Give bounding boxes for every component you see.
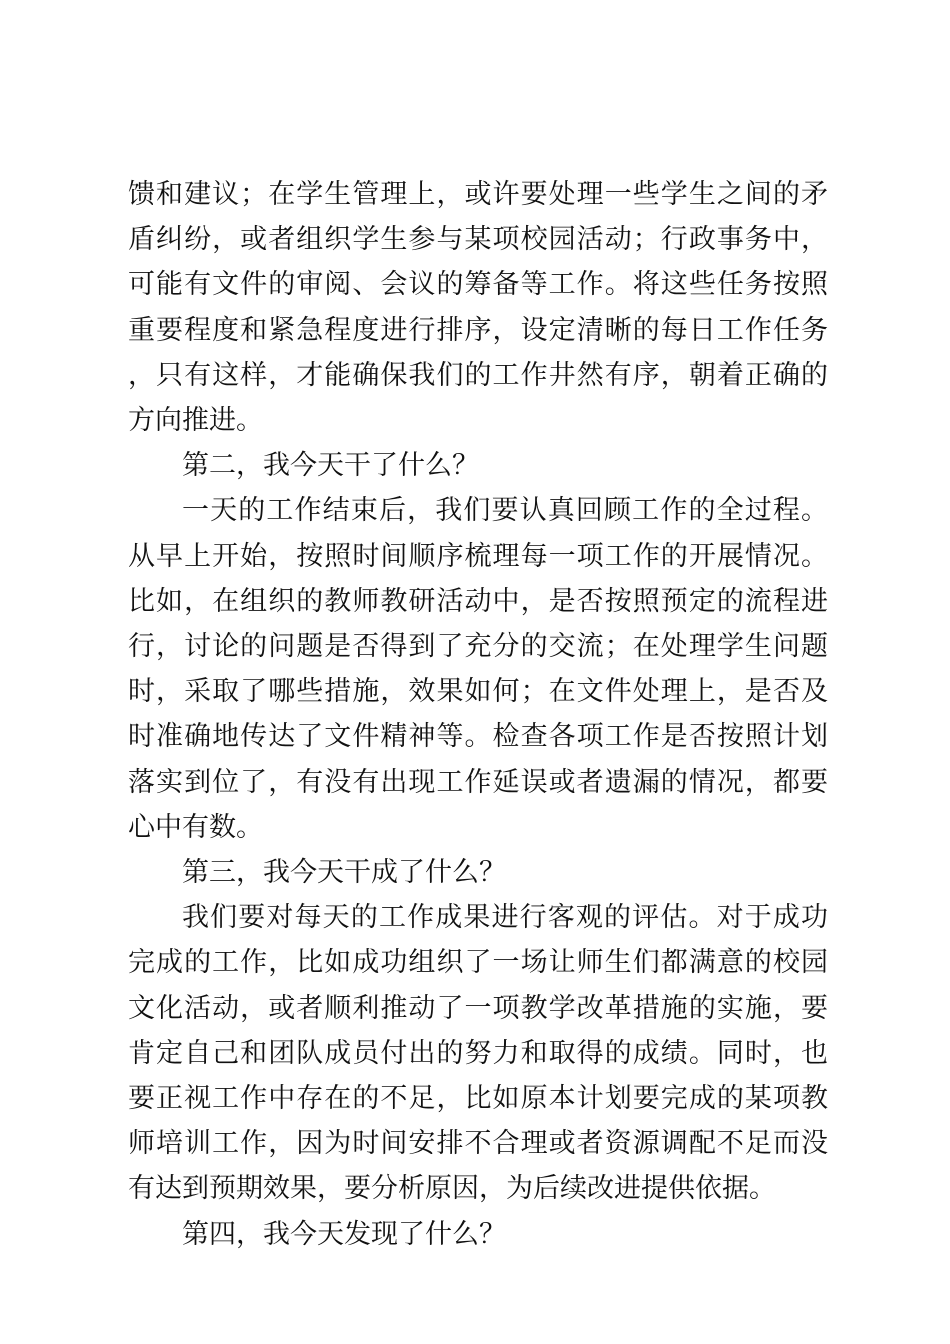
paragraph-continuation: 馈和建议；在学生管理上，或许要处理一些学生之间的矛盾纠纷，或者组织学生参与某项校园活动；行政事务中，可能有文件的审阅、会议的筹备等工作。将这些任务按照重要程度和紧急程度进行排序，设定清晰的每日工作任务，只有这样，才能确保我们的工作井然有序，朝着正确的方向推进。: [128, 179, 828, 437]
document-body: [128, 172, 828, 1257]
paragraph-evaluation: 我们要对每天的工作成果进行客观的评估。对于成功完成的工作，比如成功组织了一场让师生们都满意的校园文化活动，或者顺利推动了一项教学改革措施的实施，要肯定自己和团队成员付出的努力和取得的成绩。同时，也要正视工作中存在的不足，比如原本计划要完成的某项教师培训工作，因为时间安排不合理或者资源调配不足而没有达到预期效果，要分析原因，为后续改进提供依据。: [128, 902, 828, 1205]
section-heading-third: 第三，我今天干成了什么？: [182, 857, 506, 889]
section-heading-fourth: 第四，我今天发现了什么？: [182, 1218, 506, 1250]
paragraph-review: 一天的工作结束后，我们要认真回顾工作的全过程。从早上开始，按照时间顺序梳理每一项工作的开展情况。比如，在组织的教师教研活动中，是否按照预定的流程进行，讨论的问题是否得到了充分的交流；在处理学生问题时，采取了哪些措施，效果如何；在文件处理上，是否及时准确地传达了文件精神等。检查各项工作是否按照计划落实到位了，有没有出现工作延误或者遗漏的情况，都要心中有数。: [128, 495, 828, 843]
section-heading-second: 第二，我今天干了什么？: [182, 450, 479, 482]
